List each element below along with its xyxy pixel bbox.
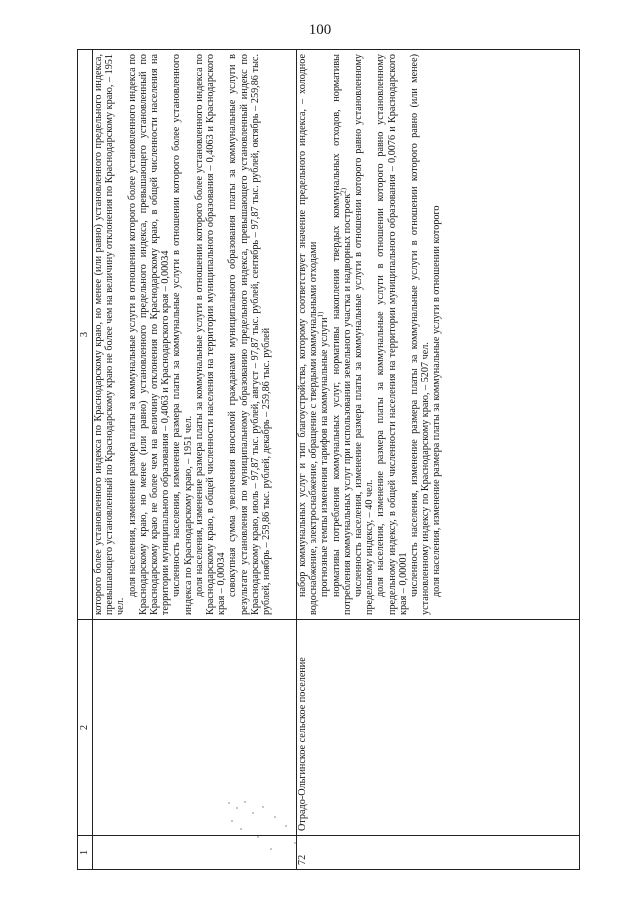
table-header-row xyxy=(78,50,93,870)
continuation-paragraph: численность населения, изменение размера платы за коммунальные услуги в отношении которого более установленного индекса по Краснодарскому краю, – 1951 чел. xyxy=(171,54,194,615)
row-72-paragraph: доля населения, изменение размера платы за коммунальные услуги в отношении которого равно установленному предельному индексу, в общей численности населения на территории муниципального образования – 0,0076 и Краснодарского края – 0,00001 xyxy=(375,54,409,615)
settlement-name: Отрадо-Ольгинское сельское поселение xyxy=(297,620,580,836)
column-header-2: 2 xyxy=(78,620,93,836)
row-72-paragraph: численность населения, изменение размера платы за коммунальные услуги в отношении которого равно установленному предельному индексу, – 40 чел. xyxy=(353,54,376,615)
row-72-paragraph-text: прогнозные темпы изменения тарифов на коммунальные услуги xyxy=(319,317,331,597)
row-72-paragraph xyxy=(319,54,330,615)
footnote-mark: 1) xyxy=(317,311,326,318)
rotated-table-frame xyxy=(77,50,580,870)
continuation-paragraph: которого более установленного индекса по Краснодарскому краю, но менее (или равно) установленного предельного индекса, превышающего установленный по Краснодарскому краю не более чем на величину отклонения по Краснодарскому краю, – 1951 чел. xyxy=(93,54,127,615)
column-header-1: 1 xyxy=(78,836,93,870)
row-72-paragraph: численность населения, изменение размера платы за коммунальные услуги в отношении которого равно (или менее) установленному индексу по Краснодарскому краю, – 5207 чел. xyxy=(409,54,432,615)
continuation-description-cell xyxy=(93,50,297,620)
footnote-mark: 2) xyxy=(339,187,348,194)
document-table xyxy=(77,49,580,870)
continuation-paragraph: доля населения, изменение размера платы за коммунальные услуги в отношении которого более установленного индекса по Краснодарскому краю, в общей численности населения на территории муниципального образования – 0,4063 и Краснодарского края – 0,00034 xyxy=(193,54,228,615)
page-number: 100 xyxy=(308,22,332,38)
row-72-paragraph: набор коммунальных услуг и тип благоустройства, которому соответствует значение предельного индекса, – холодное водоснабжение, электроснабжение, обращение с твердыми коммунальными отходами xyxy=(297,54,320,615)
row-72-paragraph xyxy=(331,54,353,615)
row-72-description-cell xyxy=(297,50,580,620)
row-number: 72 xyxy=(297,836,580,870)
column-header-3: 3 xyxy=(78,50,93,620)
scan-artifact-specks xyxy=(222,798,312,858)
row-72-paragraph-text: нормативы потребления коммунальных услуг, нормативы накопления твердых коммунальных отходов, нормативы потребления коммунальных услуг при использовании земельного участка и надворных построек xyxy=(330,54,353,615)
table-row-72 xyxy=(297,50,580,870)
continuation-paragraph: совокупная сумма увеличения вносимой гражданами муниципального образования платы за коммунальные услуги в результате установления по муниципальному образованию предельного индекса, превышающего установленный индекс по Краснодарскому краю, июль – 97,87 тыс. рублей, август – 97,87 тыс. рублей, сентябрь – 97,87 тыс. рублей, октябрь – 259,86 тыс. рублей, ноябрь – 259,86 тыс. рублей, декабрь – 259,86 тыс. рублей xyxy=(227,54,273,615)
row-72-paragraph: доля населения, изменение размера платы за коммунальные услуги в отношении которого xyxy=(431,205,443,597)
table-row-continuation xyxy=(93,50,297,870)
continuation-paragraph: доля населения, изменение размера платы за коммунальные услуги в отношении которого более установленного индекса по Краснодарскому краю, но менее (или равно) установленного предельного индекса, превышающего установленный по Краснодарскому краю не более чем на величину отклонения по Краснодарскому краю, в общей численности населения на территории муниципального образования – 0,4063 и Краснодарского края – 0,00034 xyxy=(126,54,172,615)
